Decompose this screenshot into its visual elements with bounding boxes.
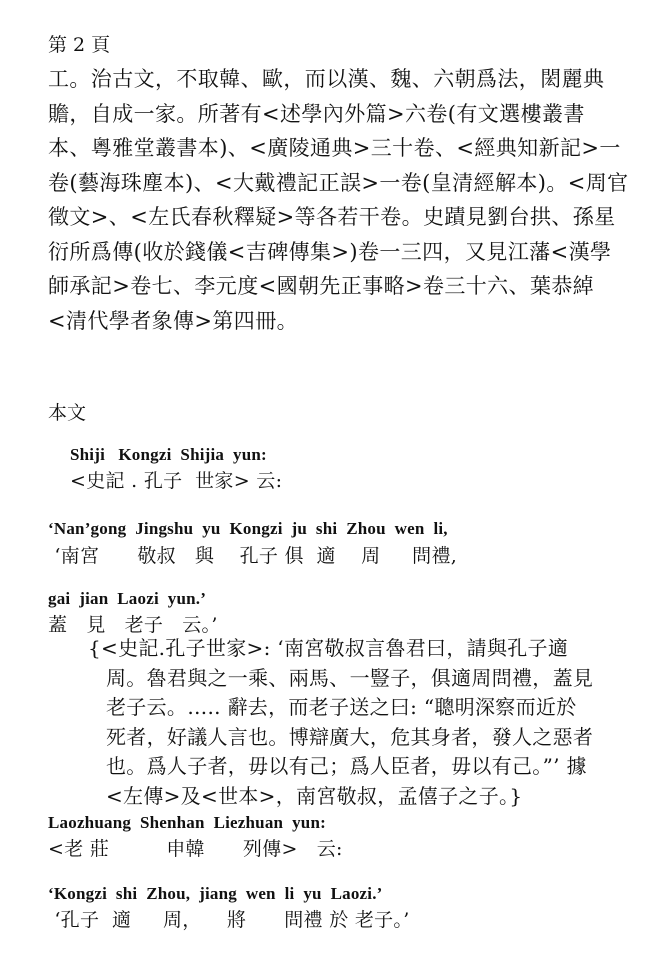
section-title: 本文: [48, 402, 87, 424]
pinyin-line: ‘Kongzi shi Zhou, jiang wen li yu Laozi.’: [48, 884, 383, 903]
text-line: 卷(藝海珠塵本)、<大戴禮記正誤>一卷(皇清經解本)。<周官: [48, 170, 629, 195]
pinyin-line: Laozhuang Shenhan Liezhuan yun:: [48, 813, 326, 832]
text-line: 贍，自成一家。所著有<述學內外篇>六卷(有文選樓叢書: [48, 101, 585, 126]
pinyin-line: gai jian Laozi yun.’: [48, 589, 207, 608]
text-line: 師承記>卷七、李元度<國朝先正事略>卷三十六、葉恭綽: [48, 274, 595, 298]
note-line: 周。魯君與之一乘、兩馬、一豎子，俱適周問禮，蓋見: [106, 665, 594, 690]
chinese-line: 蓋 見 老子 云。’: [48, 614, 218, 636]
pinyin-line: ‘Nan’gong Jingshu yu Kongzi ju shi Zhou wen li,: [48, 519, 448, 538]
chinese-line: <老 莊 申韓 列傳> 云:: [48, 838, 343, 860]
note-line: {<史記.孔子世家>: ‘南宮敬叔言魯君曰，請與孔子適: [88, 636, 569, 660]
chinese-line: ‘孔子 適 周， 將 問禮 於 老子。’: [48, 909, 410, 931]
chinese-line: <史記 . 孔子 世家> 云:: [70, 470, 283, 492]
note-line: <左傳>及<世本>，南宮敬叔，孟僖子之子。}: [106, 783, 523, 808]
commentary-note: [88, 634, 648, 811]
note-line: 老子云。….. 辭去，而老子送之曰: “聰明深察而近於: [106, 695, 577, 719]
text-line: 衍所爲傳(收於錢儀<吉碑傳集>)卷一三四，又見江藩<漢學: [48, 239, 612, 264]
chinese-line: ‘南宮 敬叔 與 孔子 俱 適 周 問禮,: [48, 545, 458, 567]
text-line: 工。治古文，不取韓、歐，而以漢、魏、六朝爲法，閎麗典: [48, 67, 605, 91]
page-number: 第 2 頁: [48, 34, 111, 56]
text-line: <清代學者象傳>第四冊。: [48, 308, 298, 333]
text-line: 徵文>、<左氏春秋釋疑>等各若干卷。史蹟見劉台拱、孫星: [48, 205, 616, 229]
text-line: 本、粵雅堂叢書本)、<廣陵通典>三十卷、<經典知新記>一: [48, 136, 621, 160]
intro-paragraph: [48, 62, 648, 338]
pinyin-line: Shiji Kongzi Shijia yun:: [70, 445, 267, 464]
note-line: 死者，好議人言也。博辯廣大，危其身者，發人之惡者: [106, 724, 594, 749]
note-line: 也。爲人子者，毋以有己；爲人臣者，毋以有己。”’ 據: [106, 754, 587, 778]
